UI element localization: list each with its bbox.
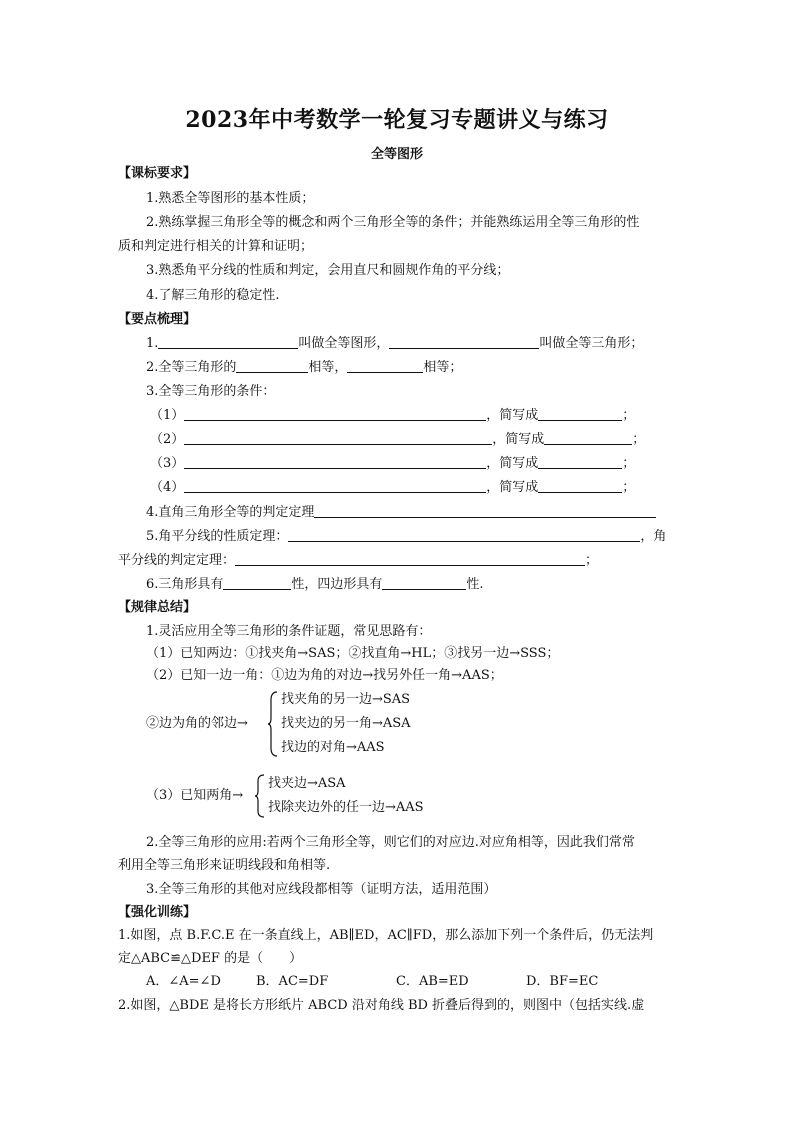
option-b[interactable]: B．AC=DF — [256, 974, 329, 989]
condition-abbr: ，简写成 — [486, 456, 539, 471]
condition-num: （4） — [150, 480, 185, 495]
condition-row — [150, 454, 635, 474]
left-brace-icon — [254, 773, 266, 819]
fill-blank[interactable] — [382, 576, 466, 590]
summary-branch: 找夹角的另一边→SAS — [281, 692, 411, 707]
fill-blank[interactable] — [538, 455, 622, 469]
key-point-5a — [146, 527, 666, 547]
kp1-mid: 叫做全等图形， — [298, 336, 390, 351]
condition-row — [150, 430, 645, 450]
summary-two-angles-label: （3）已知两角→ — [146, 788, 244, 803]
summary-heading: 【规律总结】 — [118, 600, 197, 615]
key-point-3: 3.全等三角形的条件： — [146, 384, 276, 399]
fill-blank[interactable] — [235, 552, 585, 566]
condition-row — [150, 478, 635, 498]
kp2-end: 相等； — [423, 360, 463, 375]
fill-blank[interactable] — [184, 455, 486, 469]
requirement-item: 2.熟练掌握三角形全等的概念和两个三角形全等的条件；并能熟练运用全等三角形的性 — [146, 215, 640, 230]
summary-branch: 找夹边的另一角→ASA — [281, 716, 411, 731]
fill-blank[interactable] — [184, 431, 492, 445]
fill-blank[interactable] — [314, 504, 656, 518]
summary-line: 利用全等三角形来证明线段和角相等. — [118, 858, 331, 873]
option-a[interactable]: A．∠A=∠D — [146, 974, 221, 989]
fill-blank[interactable] — [184, 479, 486, 493]
option-d[interactable]: D．BF=EC — [526, 974, 599, 989]
question-1-text: 1.如图，点 B.F.C.E 在一条直线上，AB∥ED，AC∥FD，那么添加下列一个条件后，仍无法判 — [118, 928, 654, 943]
fill-blank[interactable] — [184, 407, 486, 421]
kp5a-text: 5.角平分线的性质定理： — [146, 529, 289, 544]
fill-blank[interactable] — [544, 431, 632, 445]
requirement-item: 3.熟悉角平分线的性质和判定，会用直尺和圆规作角的平分线； — [146, 263, 510, 278]
condition-row — [150, 406, 635, 426]
kp6c: 性. — [466, 577, 484, 592]
page-subtitle: 全等图形 — [370, 147, 423, 162]
summary-line: （1）已知两边：①找夹角→SAS；②找直角→HL；③找另一边→SSS； — [146, 646, 560, 661]
kp6a: 6.三角形具有 — [146, 577, 224, 592]
question-2-text: 2.如图，△BDE 是将长方形纸片 ABCD 沿对角线 BD 折叠后得到的，则图中（包括实线.虚 — [118, 998, 645, 1013]
fill-blank[interactable] — [389, 335, 539, 349]
key-point-6 — [146, 575, 484, 595]
summary-branch: 找夹边→ASA — [268, 776, 346, 791]
question-1-options — [146, 972, 598, 992]
requirement-item: 1.熟悉全等图形的基本性质； — [146, 191, 315, 206]
fill-blank[interactable] — [538, 407, 622, 421]
kp6b: 性，四边形具有 — [291, 577, 383, 592]
summary-line: 1.灵活应用全等三角形的条件证题，常见思路有： — [146, 624, 432, 639]
condition-abbr: ，简写成 — [486, 408, 539, 423]
requirements-heading: 【课标要求】 — [118, 166, 197, 181]
training-heading: 【强化训练】 — [118, 905, 197, 920]
condition-abbr: ，简写成 — [492, 432, 545, 447]
condition-num: （2） — [150, 432, 185, 447]
condition-abbr: ，简写成 — [486, 480, 539, 495]
kp5b-end: ； — [585, 553, 599, 568]
kp1-prefix: 1. — [146, 336, 159, 351]
condition-end: ； — [622, 456, 636, 471]
kp2-prefix: 2.全等三角形的 — [146, 360, 237, 375]
kp5b-text: 平分线的判定定理： — [118, 553, 236, 568]
summary-adjacent-label: ②边为角的邻边→ — [146, 716, 248, 731]
question-1-text: 定△ABC≌△DEF 的是（ ） — [118, 951, 303, 966]
kp2-mid: 相等， — [308, 360, 348, 375]
page-title: 2023年中考数学一轮复习专题讲义与练习 — [185, 107, 609, 133]
fill-blank[interactable] — [288, 528, 640, 542]
summary-branch: 找除夹边外的任一边→AAS — [268, 800, 424, 815]
kp1-end: 叫做全等三角形； — [539, 336, 644, 351]
key-point-4 — [146, 503, 656, 523]
condition-end: ； — [632, 432, 646, 447]
condition-end: ； — [622, 480, 636, 495]
fill-blank[interactable] — [158, 335, 298, 349]
summary-line: 2.全等三角形的应用:若两个三角形全等，则它们的对应边.对应角相等，因此我们常常 — [146, 835, 635, 850]
fill-blank[interactable] — [236, 359, 308, 373]
key-point-2 — [146, 358, 462, 378]
summary-branch: 找边的对角→AAS — [281, 740, 385, 755]
condition-num: （3） — [150, 456, 185, 471]
key-point-1 — [146, 334, 643, 354]
kp5a-end: ，角 — [640, 529, 667, 544]
fill-blank[interactable] — [538, 479, 622, 493]
summary-line: 3.全等三角形的其他对应线段都相等（证明方法，适用范围） — [146, 882, 497, 897]
summary-line: （2）已知一边一角：①边为角的对边→找另外任一角→AAS； — [146, 668, 503, 683]
requirement-item: 4.了解三角形的稳定性. — [146, 288, 280, 303]
kp4-text: 4.直角三角形全等的判定定理 — [146, 505, 315, 520]
left-brace-icon — [267, 690, 279, 758]
key-point-5b — [118, 551, 598, 571]
key-points-heading: 【要点梳理】 — [118, 312, 197, 327]
fill-blank[interactable] — [223, 576, 291, 590]
condition-end: ； — [622, 408, 636, 423]
fill-blank[interactable] — [347, 359, 423, 373]
option-c[interactable]: C．AB=ED — [396, 974, 469, 989]
condition-num: （1） — [150, 408, 185, 423]
requirement-item: 质和判定进行相关的计算和证明； — [118, 239, 314, 254]
